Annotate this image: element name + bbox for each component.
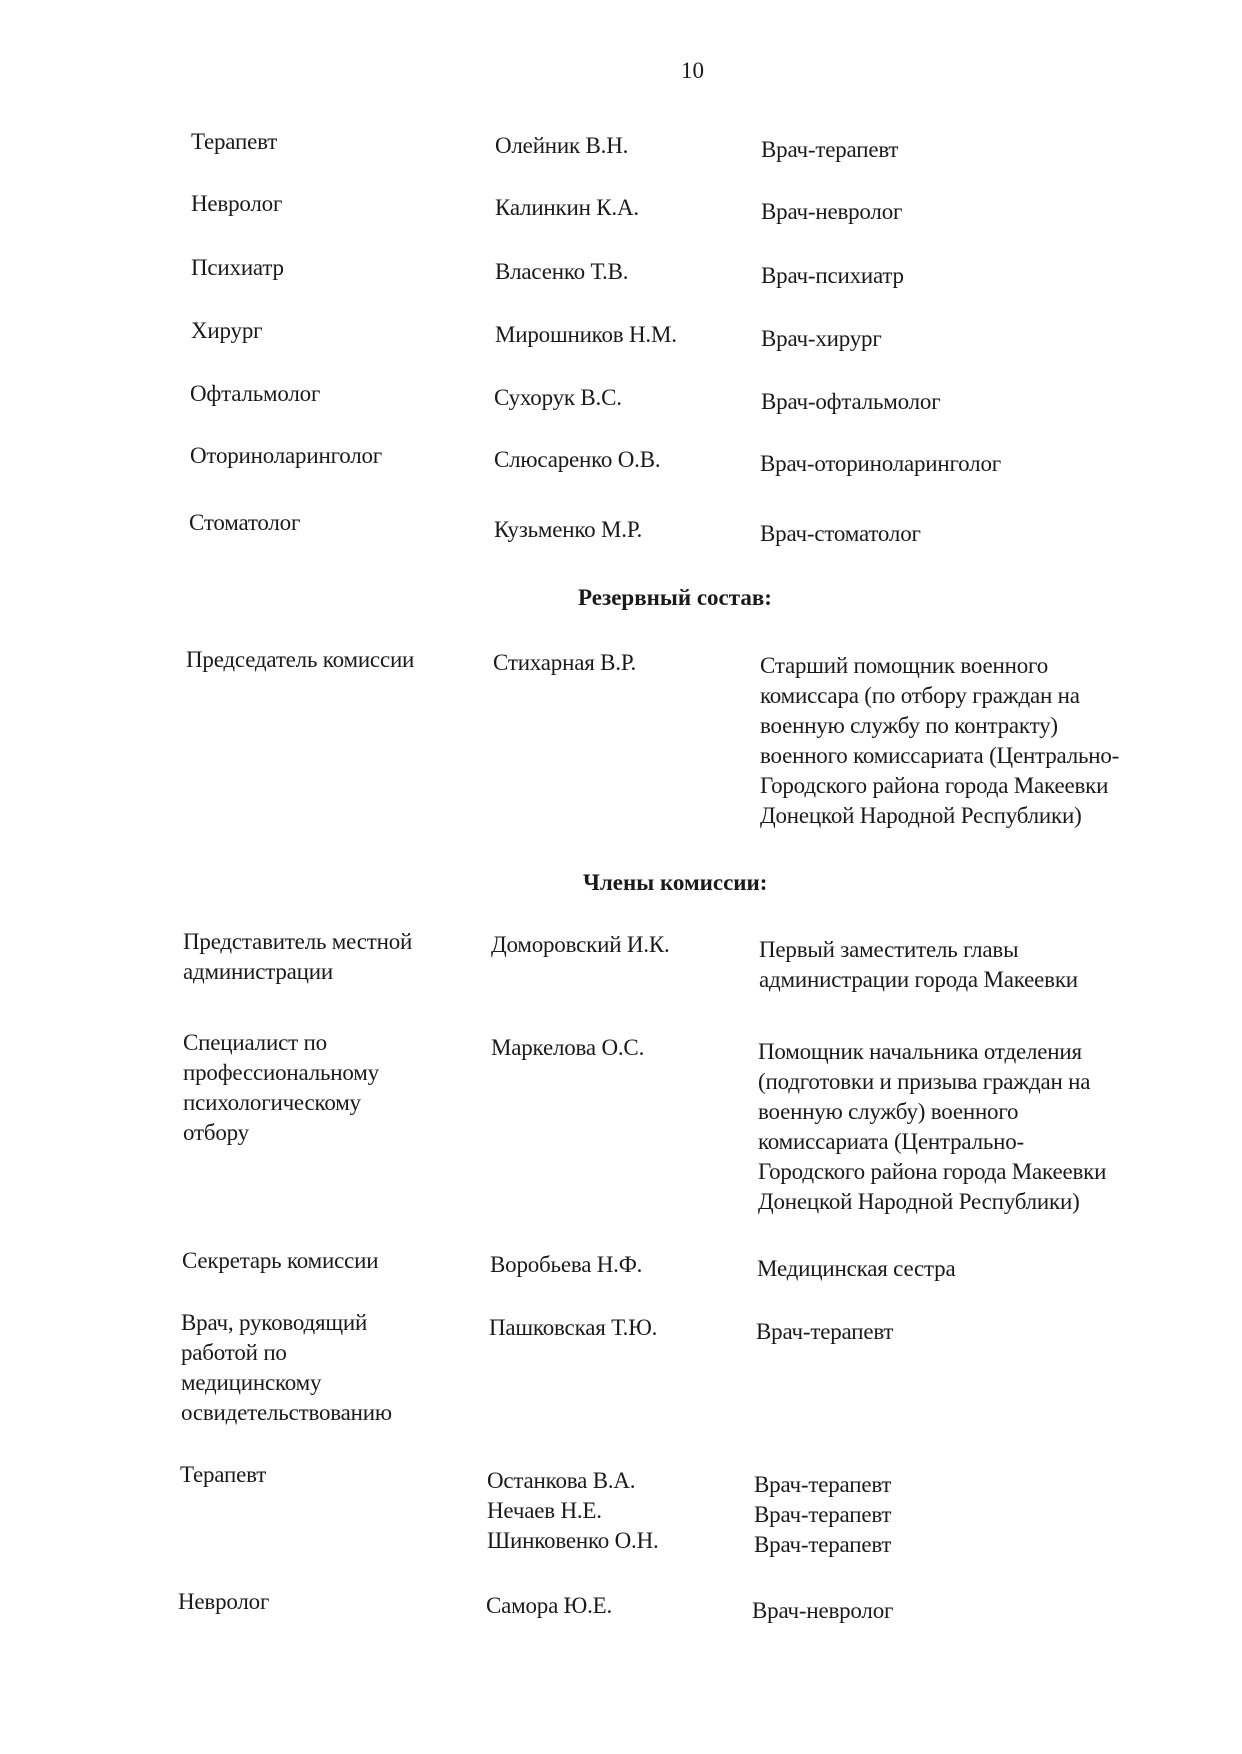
person-position: Врач-терапевт [761,137,899,162]
position-line: администрации города Макеевки [759,967,1078,992]
person-name: Стихарная В.Р. [493,650,637,675]
person-name: Мирошников Н.М. [495,322,677,347]
therapist-names [487,1466,659,1556]
person-position: Врач-стоматолог [760,521,921,546]
role-line: психологическому [183,1090,361,1115]
person-name: Маркелова О.С. [491,1035,645,1060]
role-line: освидетельствованию [181,1400,392,1425]
person-name: Олейник В.Н. [495,133,629,158]
position-line: Донецкой Народной Республики) [758,1189,1080,1214]
person-position: Врач-оториноларинголог [760,451,1001,476]
person-position: Врач-психиатр [761,263,904,288]
position-line: Городского района города Макеевки [760,773,1109,798]
role-line: медицинскому [181,1370,322,1395]
role-label: Терапевт [191,129,278,154]
person-name: Калинкин К.А. [495,195,639,220]
role-label: Оториноларинголог [190,443,383,468]
person-name: Слюсаренко О.В. [494,447,661,472]
position-line: комиссара (по отбору граждан на [760,683,1080,708]
person-name: Самора Ю.Е. [486,1593,613,1618]
person-position [760,651,1119,831]
role-label: Невролог [178,1589,270,1614]
role-line: профессиональному [183,1060,379,1085]
person-name: Воробьева Н.Ф. [490,1252,643,1277]
position-line: (подготовки и призыва граждан на [758,1069,1091,1094]
person-name: Нечаев Н.Е. [487,1498,602,1523]
person-name: Шинковенко О.Н. [487,1528,659,1553]
role-label [183,1028,379,1148]
person-name: Власенко Т.В. [495,259,629,284]
position-line: Помощник начальника отделения [758,1039,1082,1064]
person-position: Врач-офтальмолог [761,389,941,414]
person-name: Сухорук В.С. [494,385,622,410]
role-label [183,927,412,987]
therapist-positions [754,1470,891,1560]
person-position: Врач-терапевт [754,1472,892,1497]
position-line: Первый заместитель главы [759,937,1019,962]
role-label [181,1308,392,1428]
role-line: Врач, руководящий [181,1310,368,1335]
position-line: военную службу) военного [758,1099,1019,1124]
role-label: Стоматолог [189,510,301,535]
person-position [758,1037,1106,1217]
person-name: Пашковская Т.Ю. [489,1315,658,1340]
role-label: Невролог [191,191,283,216]
position-line: Городского района города Макеевки [758,1159,1107,1184]
person-name: Останкова В.А. [487,1468,636,1493]
person-name: Доморовский И.К. [491,932,670,957]
person-position [759,935,1078,995]
position-line: военную службу по контракту) [760,713,1058,738]
role-label: Офтальмолог [190,381,321,406]
person-position: Врач-невролог [752,1598,894,1623]
person-position: Врач-невролог [761,199,903,224]
person-position: Врач-хирург [761,326,882,351]
position-line: Донецкой Народной Республики) [760,803,1082,828]
person-position: Медицинская сестра [757,1256,956,1281]
person-position: Врач-терапевт [754,1532,892,1557]
role-line: Представитель местной [183,929,413,954]
page-number: 10 [681,58,704,83]
role-label: Председатель комиссии [186,647,415,672]
role-label: Психиатр [191,255,284,280]
role-label: Хирург [191,318,263,343]
person-position: Врач-терапевт [756,1319,894,1344]
role-line: работой по [181,1340,287,1365]
position-line: военного комиссариата (Центрально- [760,743,1120,768]
person-position: Врач-терапевт [754,1502,892,1527]
person-name: Кузьменко М.Р. [494,517,643,542]
role-label: Терапевт [180,1462,267,1487]
role-label: Секретарь комиссии [182,1248,379,1273]
position-line: Старший помощник военного [760,653,1049,678]
members-heading: Члены комиссии: [583,870,768,895]
reserve-heading: Резервный состав: [578,585,772,610]
role-line: Специалист по [183,1030,327,1055]
role-line: отбору [183,1120,249,1145]
position-line: комиссариата (Центрально- [758,1129,1025,1154]
role-line: администрации [183,959,333,984]
